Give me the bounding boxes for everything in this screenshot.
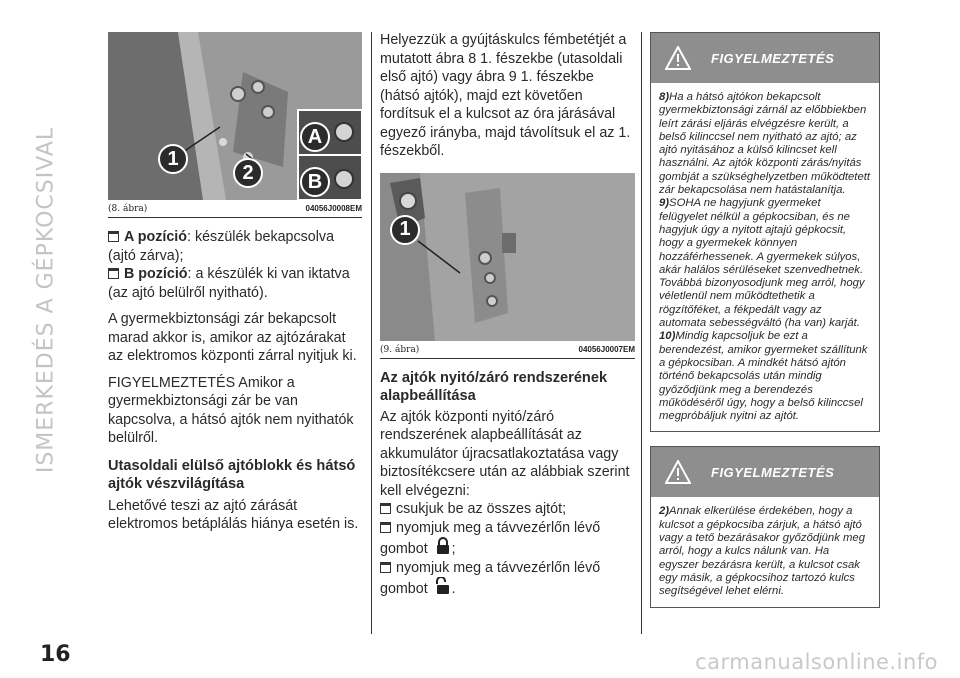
warning-triangle-icon (665, 46, 691, 70)
note-number: 9) (659, 197, 670, 210)
position-list (108, 228, 362, 302)
bullet-square-icon (380, 562, 391, 573)
steps-list (380, 500, 635, 599)
lock-open-icon (436, 577, 450, 595)
bullet-square-icon (108, 231, 119, 242)
warning-item-10 (659, 330, 871, 423)
paragraph: Helyezzük a gyújtáskulcs fémbetétjét a mutatott ábra 8 1. fészekbe (utasoldali első ajtó) vagy ábra 9 1. fészekbe (hátsó ajtók), majd ezt követően fordítsuk el a kulcsot az óra járásával egyező irányba, majd távolítsuk el az 1. fészekből. (380, 32, 631, 159)
figure-8 (108, 32, 362, 200)
list-item (380, 559, 635, 578)
column-3 (650, 32, 880, 608)
figure-8-caption (108, 204, 362, 218)
warning-header (651, 447, 879, 497)
position-a-text: : készülék bekapcsolva (187, 229, 335, 245)
callout-b: B (300, 167, 330, 197)
figure-9-code: 04056J0007EM (578, 344, 635, 354)
section-heading: Utasoldali elülső ajtóblokk és hátsó ajtók vészvilágítása (108, 457, 356, 492)
warning-item-9 (659, 197, 871, 330)
column-divider (371, 32, 372, 634)
position-b-label: B pozíció (124, 266, 188, 282)
paragraph: FIGYELMEZTETÉS Amikor a gyermekbiztonsági zár be van kapcsolva, a hátsó ajtók nem nyithatók belülről. (108, 374, 354, 446)
note-text: SOHA ne hagyjunk gyermeket felügyelet nélkül a gépkocsiban, és ne hagyjuk úgy a nyitott ajtajú gépkocsit, hogy a gyermekek könnyen hozzáférhessenek. A gyermekek súlyos, akár halálos sérüléseket szenvedhetnek. Továbbá bizonyosodjunk meg arról, hogy véletlenül nem működtethetik a rögzítőféket, a fékpedált vagy az automata sebességváltó (ha van) karját. (659, 197, 865, 330)
figure-8-code: 04056J0008EM (305, 204, 362, 213)
rear-door-lock-photo (380, 173, 635, 341)
lock-closed-icon (436, 537, 450, 555)
position-a-label: A pozíció (124, 229, 188, 245)
paragraph: A gyermekbiztonsági zár bekapcsolt marad akkor is, amikor az ajtózárakat az elektromos központi zárral nyitjuk ki. (108, 311, 357, 364)
note-number: 10) (659, 330, 676, 343)
bullet-square-icon (380, 503, 391, 514)
note-text: Ha a hátsó ajtókon bekapcsolt gyermekbiztonsági zárnál az előbbiekben leírt zárási eljárás elvégzésre került, a belső kilinccsel nem nyitható az ajtó; az ajtó nyitásához a külső kilincset kell használni. Az ajtók központi zárás/nyitás gombját a szükséghelyzetben működtetett zár bekapcsolása nem hatástalanítja. (659, 91, 871, 197)
warning-header (651, 33, 879, 83)
callout-a: A (300, 122, 330, 152)
position-a-cont: (ajtó zárva); (108, 247, 184, 264)
callout-1: 1 (390, 215, 420, 245)
step-2-end: ; (451, 541, 456, 557)
list-item-cont (380, 577, 635, 599)
step-3-gombot: gombot (380, 581, 428, 597)
warning-box-1 (650, 32, 880, 432)
list-item (108, 265, 362, 284)
step-2-text: nyomjuk meg a távvezérlőn lévő (396, 519, 601, 536)
step-3-end: . (451, 581, 456, 597)
warning-item-2 (659, 505, 871, 598)
figure-9-label: (9. ábra) (380, 344, 420, 355)
note-text: Mindig kapcsoljuk be ezt a berendezést, amikor gyermeket szállítunk a gépkocsiban. A mindkét hátsó ajtón történő bekapcsolás után mindig győződjünk meg a berendezés működéséről úgy, hogy a belső kilinccsel megpróbáljuk nyitni az ajtót. (659, 330, 868, 423)
watermark: carmanualsonline.info (695, 650, 938, 674)
figure-9 (380, 173, 635, 341)
column-divider (641, 32, 642, 634)
warning-box-2 (650, 446, 880, 607)
list-item (380, 500, 635, 519)
warning-body (651, 497, 879, 606)
list-item (108, 228, 362, 247)
paragraph: Lehetővé teszi az ajtó zárását elektromos betáplálás hiánya esetén is. (108, 497, 359, 532)
column-1 (108, 32, 362, 534)
paragraph: Az ajtók központi nyitó/záró rendszerének alapbeállítását az akkumulátor újracsatlakoztatása vagy biztosítékcsere után az alábbiak szerint kell elvégezni: (380, 408, 630, 499)
step-2-gombot: gombot (380, 541, 428, 557)
position-b-text: : a készülék ki van iktatva (187, 266, 350, 282)
list-item (380, 519, 635, 538)
note-text: Annak elkerülése érdekében, hogy a kulcsot a gépkocsiba zárjuk, a hátsó ajtó vagy a tető bezárásakor győződjünk meg arról, hogy a kulcs nálunk van. Ha egyszer bezárásra került, a kulcsot csak egy másik, a gépkocsihoz tartozó kulcs segítségével lehet elérni. (659, 505, 865, 598)
list-item-cont (380, 537, 635, 559)
step-3-text: nyomjuk meg a távvezérlőn lévő (396, 559, 601, 576)
bullet-square-icon (380, 522, 391, 533)
warning-triangle-icon (665, 460, 691, 484)
side-section-title: ISMERKEDÉS A GÉPKOCSIVAL (33, 126, 59, 474)
warning-body (651, 83, 879, 431)
page-number: 16 (40, 642, 71, 667)
section-heading: Az ajtók nyitó/záró rendszerének alapbeállítása (380, 369, 608, 404)
figure-8-label: (8. ábra) (108, 204, 148, 214)
warning-title: FIGYELMEZTETÉS (711, 464, 835, 480)
warning-title: FIGYELMEZTETÉS (711, 50, 835, 66)
column-2 (380, 32, 635, 599)
callout-1: 1 (158, 144, 188, 174)
step-1-text: csukjuk be az összes ajtót; (396, 501, 567, 517)
note-number: 8) (659, 91, 670, 103)
position-b-cont: (az ajtó belülről nyitható). (108, 284, 268, 301)
figure-9-caption (380, 345, 635, 359)
callout-2: 2 (233, 158, 263, 188)
note-number: 2) (659, 505, 670, 518)
bullet-square-icon (108, 268, 119, 279)
warning-item-8 (659, 91, 871, 197)
